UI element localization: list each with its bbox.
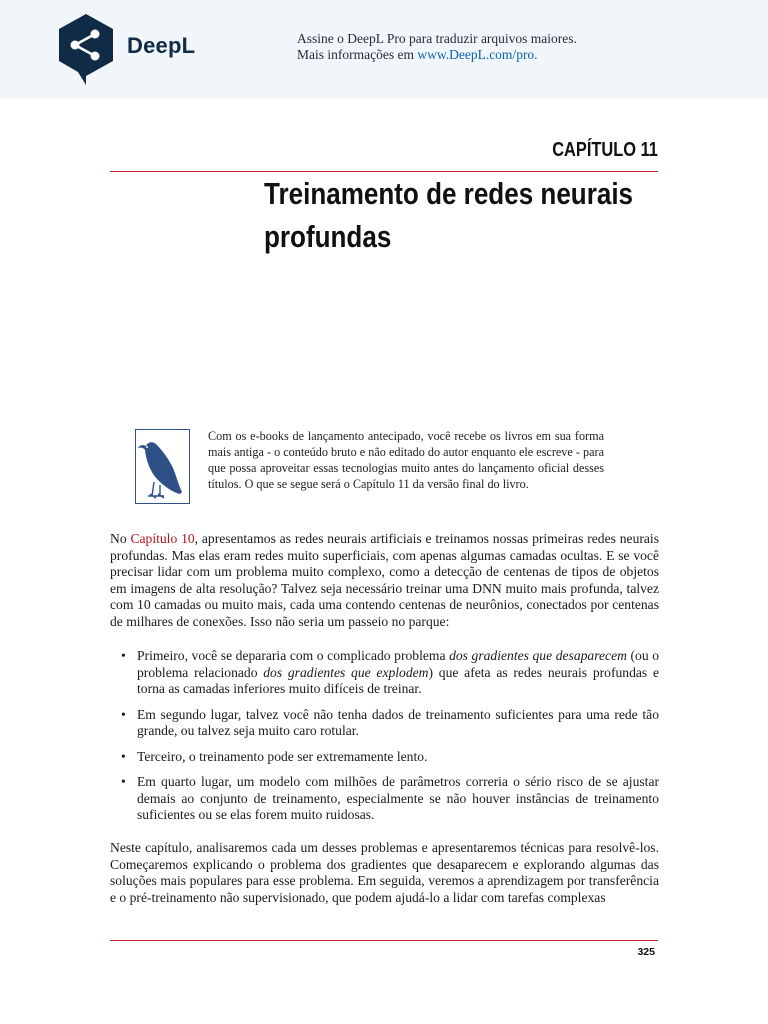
chapter-label: CAPÍTULO 11 bbox=[552, 139, 658, 161]
list-item: • Terceiro, o treinamento pode ser extremamente lento. bbox=[110, 749, 659, 766]
footer-rule bbox=[110, 940, 658, 941]
list-item: • Em quarto lugar, um modelo com milhões de parâmetros correria o sério risco de se ajustar demais ao conjunto de treinamento, especialmente se não houver instâncias de treinamento suficientes ou se elas forem muito ruidosas. bbox=[110, 774, 659, 824]
bullet-1-text-a: Primeiro, você se depararia com o complicado problema bbox=[137, 648, 450, 663]
problems-list bbox=[110, 648, 659, 833]
bullet-1-text-c: ) que afeta as redes neurais profundas e torna as camadas inferiores muito difíceis de treinar. bbox=[137, 664, 659, 696]
promo-line-2 bbox=[297, 47, 577, 63]
intro-paragraph bbox=[110, 531, 659, 630]
list-item bbox=[110, 648, 659, 698]
closing-paragraph: Neste capítulo, analisaremos cada um desses problemas e apresentaremos técnicas para resolvê-los. Começaremos explicando o problema dos gradientes que desaparecem e explorando algumas das soluções mais populares para esse problema. Em seguida, veremos a aprendizagem por transferência e o pré-treinamento não supervisionado, que podem ajudá-lo a lidar com tarefas complexas bbox=[110, 840, 659, 905]
bullet-1-text-b: (ou o problema relacionado bbox=[137, 648, 659, 680]
deepl-logo-text[interactable]: DeepL bbox=[127, 33, 196, 58]
bullet-1-italic-1: dos gradientes que desaparecem bbox=[449, 648, 627, 663]
promo-text bbox=[297, 31, 577, 63]
promo-line-1: Assine o DeepL Pro para traduzir arquivos maiores. bbox=[297, 31, 577, 46]
chapter-title-line-2: profundas bbox=[264, 219, 392, 254]
deepl-banner bbox=[0, 0, 768, 99]
intro-text: , apresentamos as redes neurais artificiais e treinamos nossas primeiras redes neurais profundas. Mas elas eram redes muito superficiais, com apenas algumas camadas ocultas. E se você precisar lidar com um problema muito complexo, como a detecção de centenas de tipos de objetos em imagens de alta resolução? Talvez seja necessário treinar uma DNN muito mais profunda, talvez com 10 camadas ou muito mais, cada uma contendo centenas de neurônios, conectados por centenas de milhares de conexões. Isso não seria um passeio no parque: bbox=[110, 531, 659, 629]
deepl-logo-icon[interactable] bbox=[56, 12, 116, 86]
intro-prefix: No bbox=[110, 531, 131, 546]
page-number: 325 bbox=[637, 946, 655, 958]
early-release-note: Com os e-books de lançamento antecipado, você recebe os livros em sua forma mais antiga - o conteúdo bruto e não editado do autor enquanto ele escreve - para que possa aproveitar essas tecnologias muito antes do lançamento oficial desses títulos. O que se segue será o Capítulo 11 da versão final do livro. bbox=[208, 429, 604, 491]
chapter-title-line-1: Treinamento de redes neurais bbox=[264, 176, 634, 211]
chapter-title bbox=[264, 172, 634, 258]
bullet-1-italic-2: dos gradientes que explodem bbox=[263, 664, 429, 680]
promo-line-2-prefix: Mais informações em bbox=[297, 47, 418, 62]
bird-icon bbox=[135, 429, 190, 504]
chapter-10-link[interactable]: Capítulo 10 bbox=[130, 531, 195, 546]
promo-link[interactable]: www.DeepL.com/pro. bbox=[417, 47, 538, 62]
list-item: • Em segundo lugar, talvez você não tenha dados de treinamento suficientes para uma rede tão grande, ou talvez seja muito caro rotular. bbox=[110, 707, 659, 740]
